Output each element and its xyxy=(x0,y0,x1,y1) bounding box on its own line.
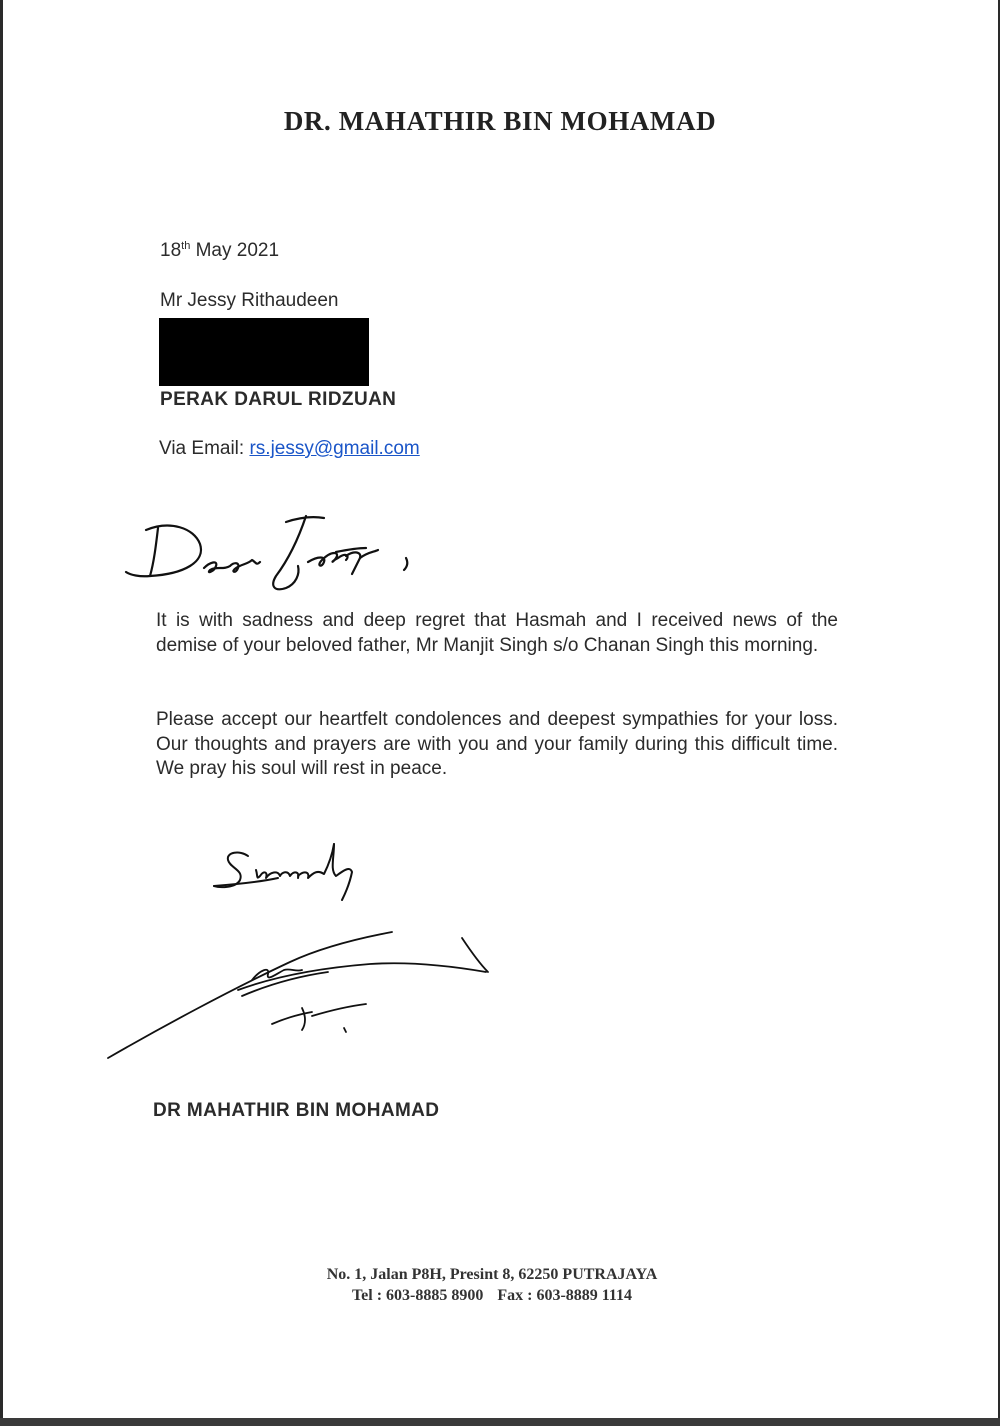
recipient-state: PERAK DARUL RIDZUAN xyxy=(160,389,397,410)
handwritten-salutation xyxy=(110,500,430,610)
footer-address: No. 1, Jalan P8H, Presint 8, 62250 PUTRAJAYA xyxy=(326,1266,658,1283)
footer xyxy=(0,1264,984,1306)
recipient-name: Mr Jessy Rithaudeen xyxy=(160,290,339,311)
via-email-line xyxy=(159,438,420,460)
footer-contact xyxy=(0,1285,984,1306)
footer-tel: Tel : 603-8885 8900 xyxy=(351,1287,484,1304)
signature xyxy=(100,920,500,1070)
signer-name: DR MAHATHIR BIN MOHAMAD xyxy=(153,1100,440,1121)
scan-edge-bottom xyxy=(0,1418,1000,1426)
via-email-label: Via Email: xyxy=(159,438,250,459)
handwritten-closing xyxy=(200,830,400,920)
body-paragraph-2: Please accept our heartfelt condolences and deepest sympathies for your loss. Our thoughts and prayers are with you and your family during this difficult time. We pray his soul will rest in peace. xyxy=(156,709,838,779)
letter-date xyxy=(160,240,279,262)
email-link[interactable]: rs.jessy@gmail.com xyxy=(249,438,420,459)
letterhead-title: DR. MAHATHIR BIN MOHAMAD xyxy=(283,106,717,136)
scan-edge-left xyxy=(0,0,3,1426)
footer-fax: Fax : 603-8889 1114 xyxy=(497,1287,633,1304)
body-paragraph-1: It is with sadness and deep regret that Hasmah and I received news of the demise of your beloved father, Mr Manjit Singh s/o Chanan Singh this morning. xyxy=(156,610,838,656)
date-month-year: May 2021 xyxy=(190,240,280,261)
date-suffix: th xyxy=(181,240,191,252)
date-day: 18 xyxy=(160,240,182,261)
redaction-box xyxy=(159,318,369,386)
